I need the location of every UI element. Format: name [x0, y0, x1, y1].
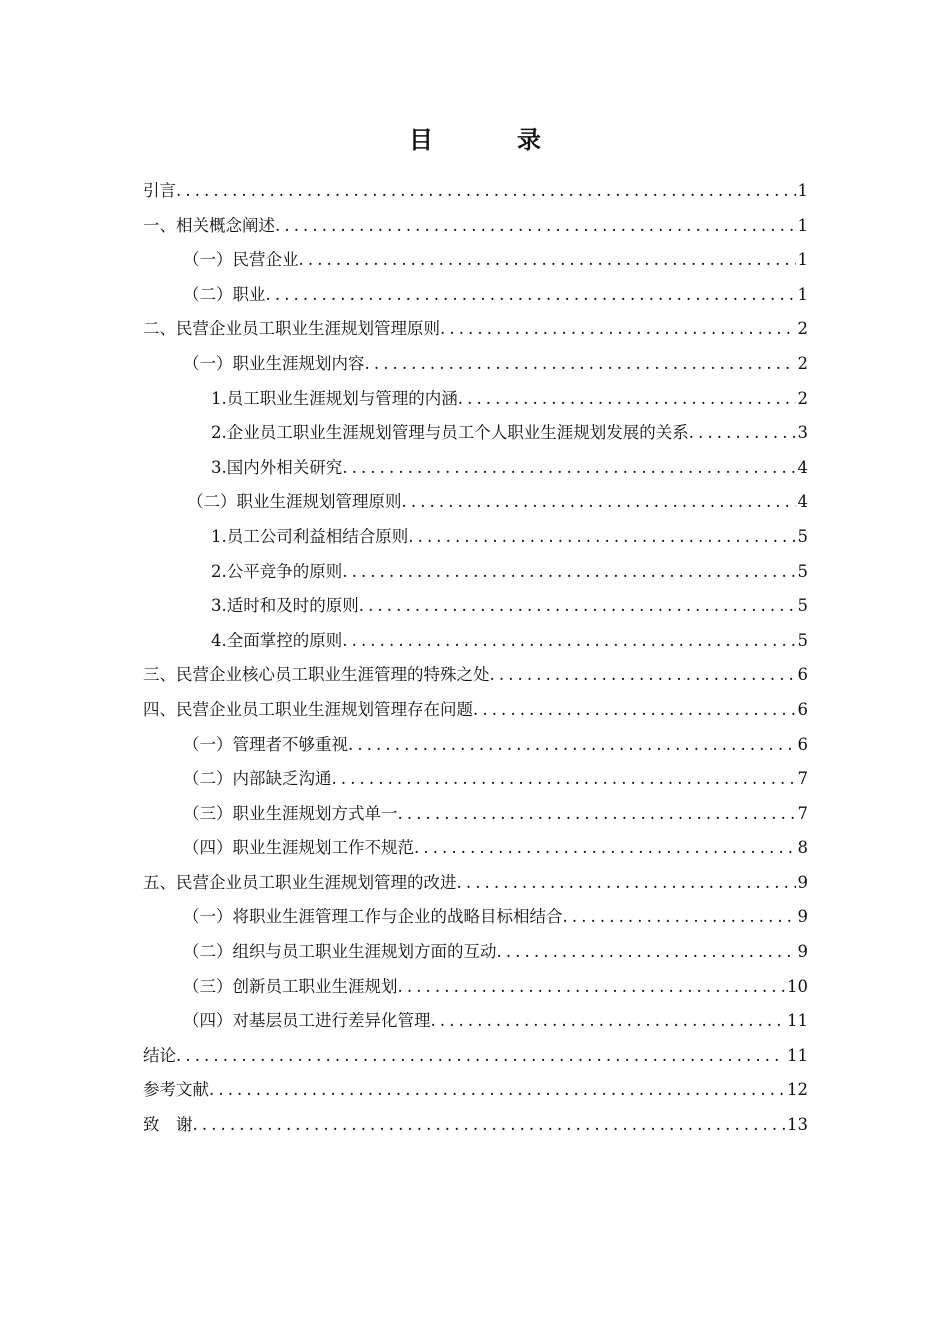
toc-entry-title: （一）将职业生涯管理工作与企业的战略目标相结合	[183, 907, 563, 927]
toc-page-number: 4	[797, 492, 808, 512]
toc-page-number: 1	[797, 250, 808, 270]
toc-entry[interactable]	[143, 693, 808, 728]
toc-entry[interactable]	[143, 866, 808, 901]
toc-entry[interactable]	[143, 451, 808, 486]
toc-entry-title: （三）创新员工职业生涯规划	[183, 976, 398, 996]
toc-entry[interactable]	[143, 900, 808, 935]
toc-dot-leader	[402, 485, 796, 520]
toc-dot-leader	[497, 935, 796, 970]
toc-page-number: 13	[787, 1115, 808, 1135]
toc-entry-title: （二）内部缺乏沟通	[183, 769, 332, 789]
toc-page-number: 12	[787, 1080, 808, 1100]
toc-entry[interactable]	[143, 762, 808, 797]
toc-page-number: 6	[797, 699, 808, 719]
toc-dot-leader	[348, 728, 796, 763]
toc-entry[interactable]	[143, 970, 808, 1005]
toc-entry-title: （四）对基层员工进行差异化管理	[183, 1011, 431, 1031]
toc-entry[interactable]	[143, 1004, 808, 1039]
toc-entry-title: 2.公平竞争的原则	[211, 561, 343, 581]
toc-entry-title: 引言	[143, 181, 176, 200]
toc-dot-leader	[398, 797, 796, 832]
toc-page-number: 2	[797, 353, 808, 373]
toc-entry-title: （四）职业生涯规划工作不规范	[183, 838, 414, 858]
toc-entry-title: 1.员工公司利益相结合原则	[211, 526, 409, 546]
toc-page-number: 11	[787, 1045, 808, 1065]
toc-dot-leader	[398, 970, 786, 1005]
toc-page-number: 1	[797, 215, 808, 235]
toc-entry[interactable]	[143, 312, 808, 347]
toc-page-number: 6	[797, 734, 808, 754]
toc-entry-title: 3.适时和及时的原则	[211, 596, 359, 616]
toc-entry[interactable]	[143, 658, 808, 693]
toc-page-number: 9	[797, 907, 808, 927]
toc-entry-title: 四、民营企业员工职业生涯规划管理存在问题	[143, 699, 473, 719]
toc-entry[interactable]	[143, 797, 808, 832]
toc-page-number: 4	[797, 457, 808, 477]
toc-page-number: 8	[797, 838, 808, 858]
toc-entry-title: （一）职业生涯规划内容	[183, 353, 365, 373]
toc-dot-leader	[342, 555, 795, 590]
toc-dot-leader	[689, 416, 796, 451]
toc-dot-leader	[458, 382, 796, 417]
toc-page-number: 1	[797, 284, 808, 304]
toc-entry-title: （三）职业生涯规划方式单一	[183, 803, 398, 823]
toc-page-number: 9	[797, 942, 808, 962]
toc-entry-title: 五、民营企业员工职业生涯规划管理的改进	[143, 872, 457, 892]
toc-entry[interactable]	[143, 1073, 808, 1108]
toc-entry[interactable]	[143, 416, 808, 451]
toc-dot-leader	[332, 762, 796, 797]
toc-title: 目 录	[409, 126, 571, 154]
toc-page-number: 11	[787, 1011, 808, 1031]
toc-entry-title: 1.员工职业生涯规划与管理的内涵	[211, 388, 458, 408]
toc-dot-leader	[299, 243, 796, 278]
toc-dot-leader	[176, 1039, 785, 1074]
toc-dot-leader	[342, 624, 795, 659]
toc-dot-leader	[193, 1108, 786, 1143]
toc-page-number: 5	[797, 596, 808, 616]
toc-page-number: 7	[797, 769, 808, 789]
toc-page-number: 10	[787, 976, 808, 996]
toc-page-number: 3	[797, 423, 808, 443]
toc-entry[interactable]	[143, 347, 808, 382]
toc-page-number: 2	[797, 388, 808, 408]
toc-dot-leader	[490, 658, 796, 693]
toc-entry[interactable]	[143, 485, 808, 520]
toc-dot-leader	[563, 900, 796, 935]
toc-entry-title: （二）职业	[183, 284, 266, 304]
toc-entry[interactable]	[143, 174, 808, 209]
toc-dot-leader	[457, 866, 796, 901]
toc-page-number: 5	[797, 526, 808, 546]
toc-dot-leader	[473, 693, 796, 728]
toc-entry[interactable]	[143, 382, 808, 417]
toc-entry[interactable]	[143, 1108, 808, 1143]
toc-entry[interactable]	[143, 728, 808, 763]
toc-entry[interactable]	[143, 589, 808, 624]
toc-entry-title: （二）职业生涯规划管理原则	[187, 492, 402, 512]
toc-dot-leader	[408, 520, 795, 555]
toc-entry[interactable]	[143, 520, 808, 555]
toc-dot-leader	[414, 831, 796, 866]
toc-entry[interactable]	[143, 1039, 808, 1074]
toc-entry-title: 3.国内外相关研究	[211, 457, 343, 477]
toc-entry-title: 4.全面掌控的原则	[211, 630, 343, 650]
toc-entry-title: （一）管理者不够重视	[183, 734, 348, 754]
toc-entry[interactable]	[143, 209, 808, 244]
toc-entry-title: （一）民营企业	[183, 250, 299, 270]
toc-page-number: 1	[797, 181, 808, 200]
toc-dot-leader	[359, 589, 796, 624]
toc-page-number: 2	[797, 319, 808, 339]
toc-dot-leader	[266, 278, 796, 313]
toc-entry[interactable]	[143, 243, 808, 278]
toc-dot-leader	[365, 347, 796, 382]
toc-dot-leader	[431, 1004, 786, 1039]
toc-entry-title: 2.企业员工职业生涯规划管理与员工个人职业生涯规划发展的关系	[211, 423, 689, 443]
toc-entry[interactable]	[143, 624, 808, 659]
toc-entry-title: 一、相关概念阐述	[143, 215, 275, 235]
toc-entry-title: 三、民营企业核心员工职业生涯管理的特殊之处	[143, 665, 490, 685]
toc-entry-title: 致 谢	[143, 1115, 193, 1135]
toc-page-number: 7	[797, 803, 808, 823]
toc-entry[interactable]	[143, 935, 808, 970]
toc-entry-title: 参考文献	[143, 1080, 209, 1100]
toc-entry-title: 结论	[143, 1045, 176, 1065]
toc-page-number: 9	[797, 872, 808, 892]
toc-dot-leader	[275, 209, 796, 244]
toc-entry[interactable]	[143, 555, 808, 590]
toc-dot-leader	[209, 1073, 785, 1108]
toc-entry-title: 二、民营企业员工职业生涯规划管理原则	[143, 319, 440, 339]
toc-dot-leader	[342, 451, 795, 486]
toc-entry[interactable]	[143, 278, 808, 313]
table-of-contents	[143, 174, 808, 1143]
toc-page-number: 5	[797, 630, 808, 650]
toc-page-number: 6	[797, 665, 808, 685]
toc-entry[interactable]	[143, 831, 808, 866]
toc-page-number: 5	[797, 561, 808, 581]
toc-entry-title: （二）组织与员工职业生涯规划方面的互动	[183, 942, 497, 962]
toc-dot-leader	[440, 312, 796, 347]
toc-dot-leader	[176, 174, 796, 209]
